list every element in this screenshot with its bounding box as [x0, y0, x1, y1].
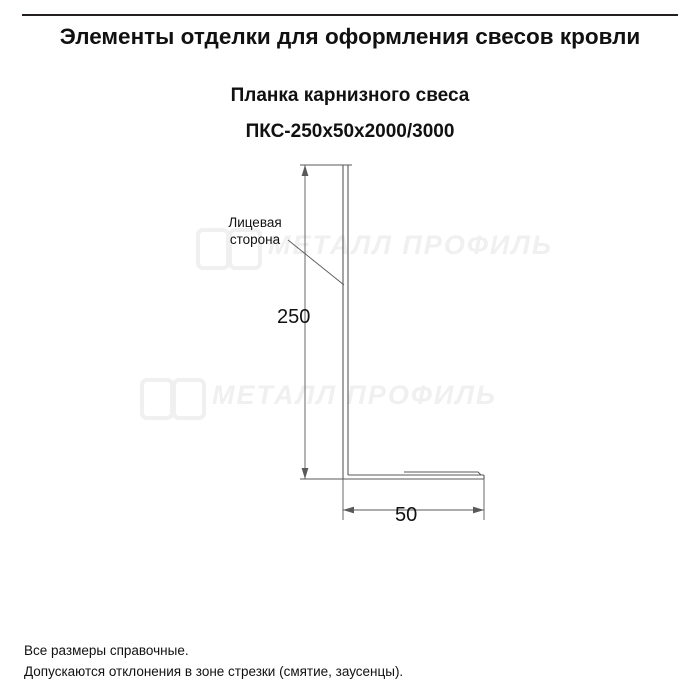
- arrowhead-250-bottom: [302, 468, 309, 479]
- arrowhead-50-left: [343, 507, 354, 514]
- face-side-label: [210, 214, 300, 248]
- watermark-text: МЕТАЛЛ ПРОФИЛЬ: [268, 229, 553, 260]
- technical-drawing: [0, 150, 700, 570]
- face-side-label-line1: Лицевая: [228, 215, 282, 230]
- dimension-label-width: 50: [395, 504, 418, 526]
- product-code: ПКС-250х50х2000/3000: [245, 121, 455, 142]
- footer-notes: [24, 640, 403, 682]
- footer-note-1: Все размеры справочные.: [24, 643, 189, 658]
- watermark-text: МЕТАЛЛ ПРОФИЛЬ: [212, 379, 497, 410]
- page-title: Элементы отделки для оформления свесов кровли: [59, 24, 641, 49]
- face-side-label-line2: сторона: [229, 232, 281, 247]
- footer-note-2: Допускаются отклонения в зоне стрезки (смятие, заусенцы).: [24, 664, 404, 679]
- product-name: Планка карнизного свеса: [230, 85, 470, 106]
- arrowhead-50-right: [473, 507, 484, 514]
- arrowhead-250-top: [302, 165, 309, 176]
- header-divider: [22, 14, 678, 16]
- dimension-label-height: 250: [277, 306, 311, 328]
